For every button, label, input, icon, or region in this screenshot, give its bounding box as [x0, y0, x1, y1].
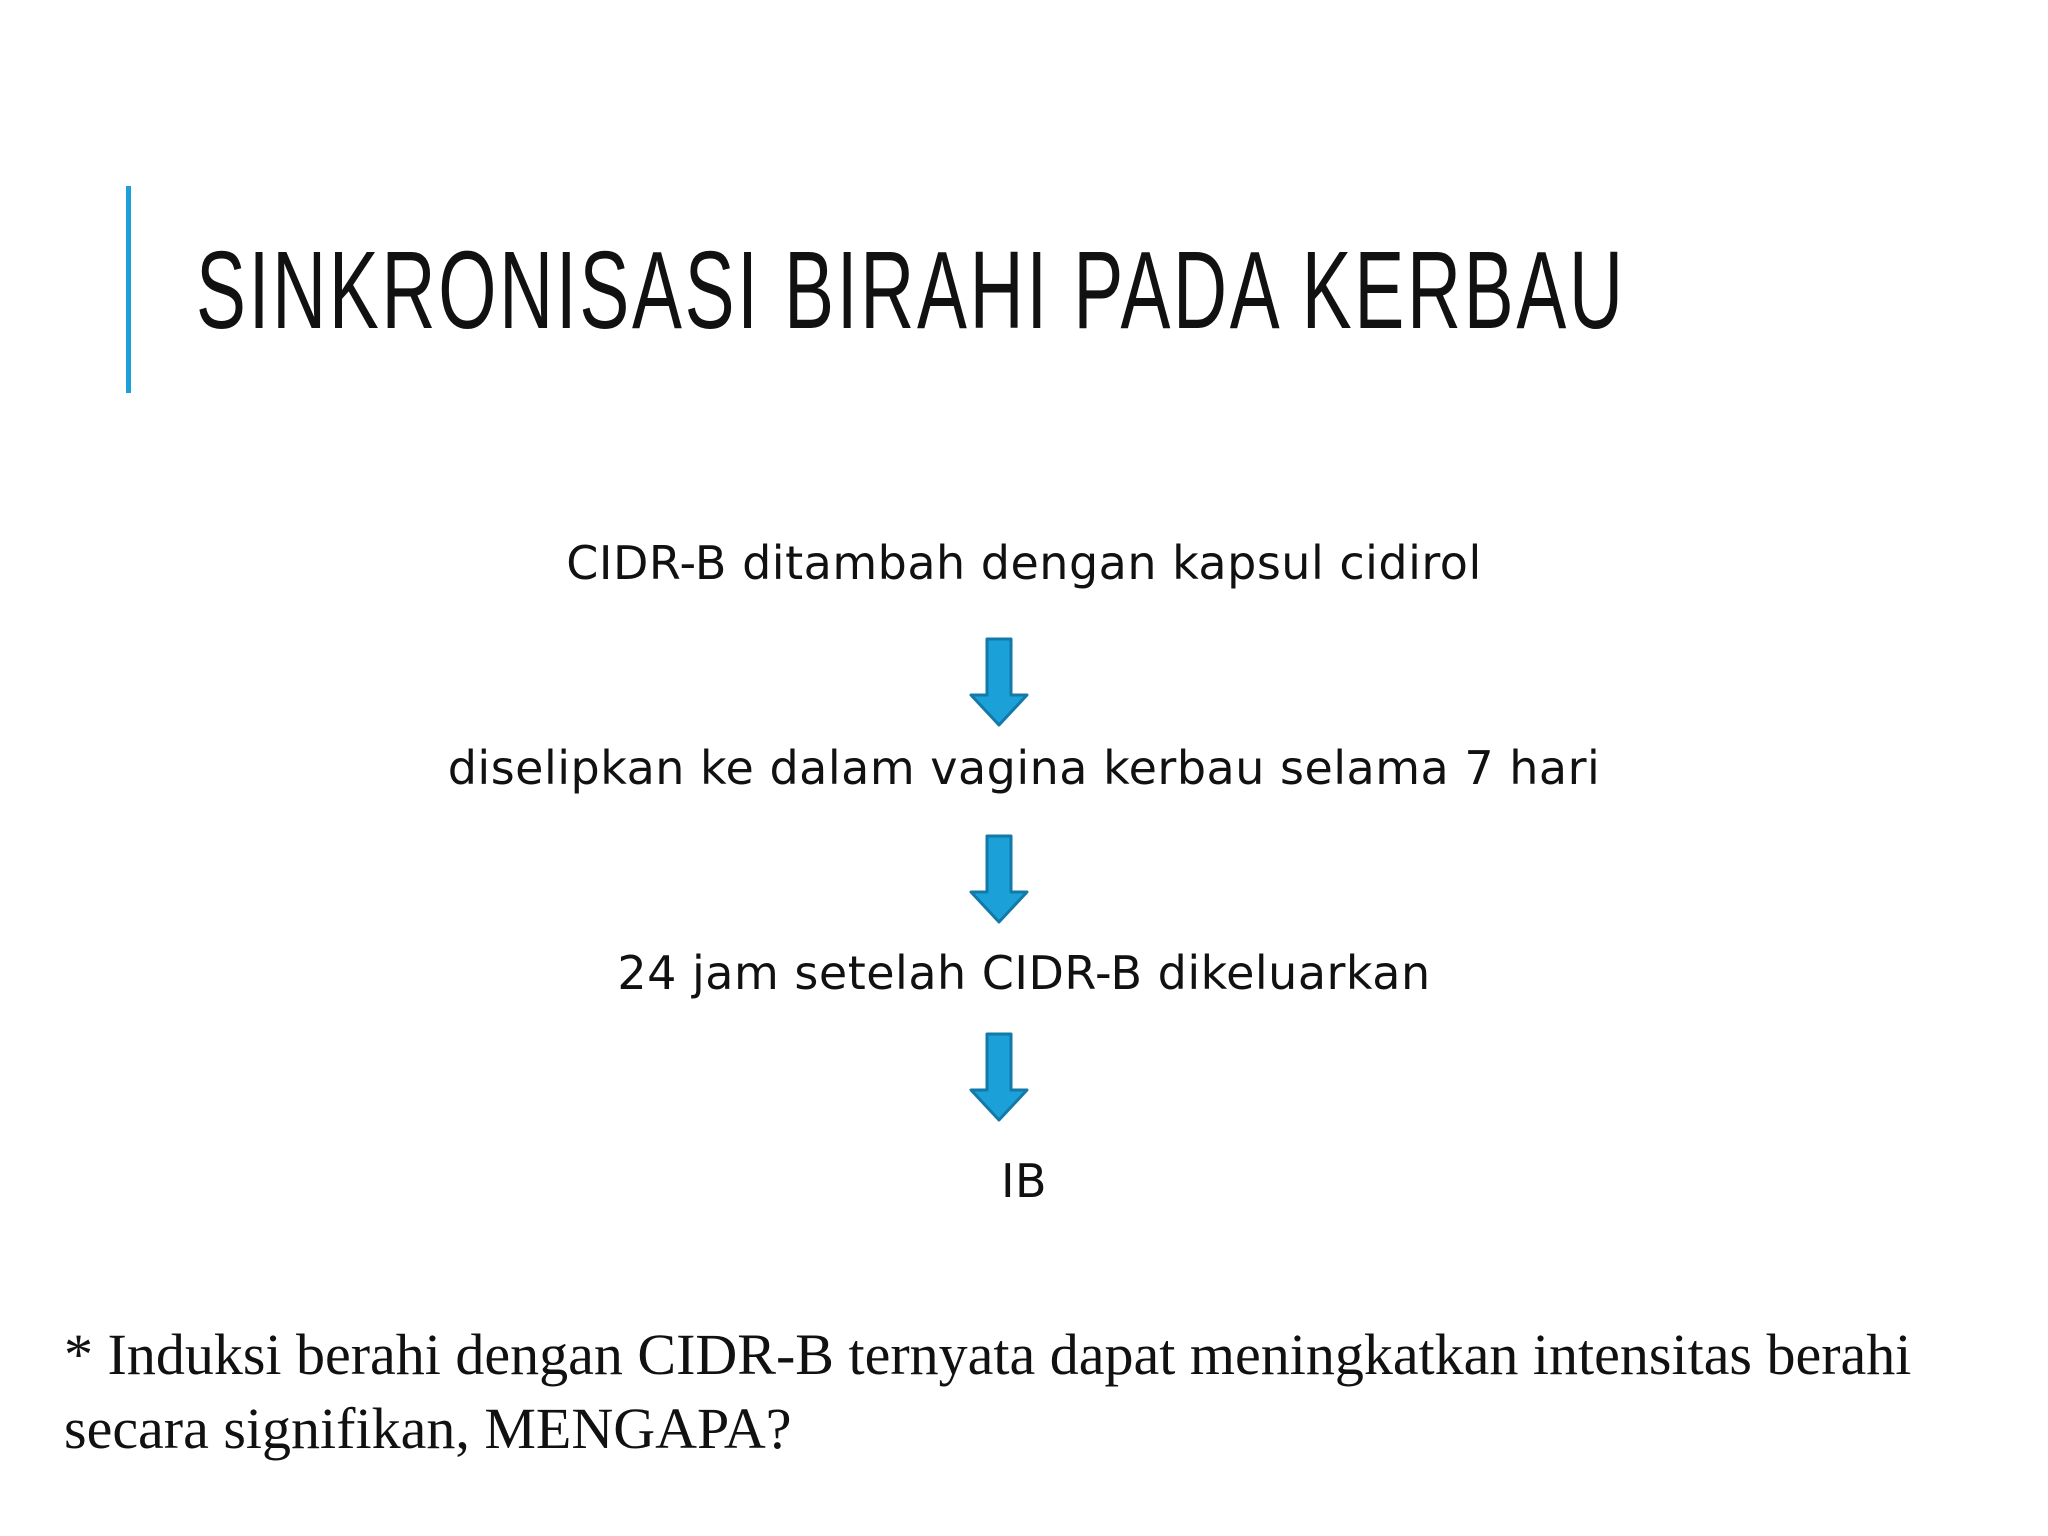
arrow-down-icon	[968, 637, 1030, 729]
arrow-down-icon	[968, 1032, 1030, 1124]
flow-step-1: CIDR-B ditambah dengan kapsul cidirol	[566, 536, 1482, 590]
flow-step-3: 24 jam setelah CIDR-B dikeluarkan	[617, 946, 1431, 1000]
question-note: * Induksi berahi dengan CIDR-B ternyata dapat meningkatkan intensitas berahi secara signifikan, MENGAPA?	[64, 1322, 1912, 1461]
arrow-down-icon	[968, 834, 1030, 926]
title-accent-bar	[126, 186, 131, 393]
slide-title: SINKRONISASI BIRAHI PADA KERBAU	[196, 229, 1626, 352]
flow-step-2: diselipkan ke dalam vagina kerbau selama 7 hari	[447, 741, 1601, 795]
flow-step-4: IB	[1000, 1154, 1048, 1208]
